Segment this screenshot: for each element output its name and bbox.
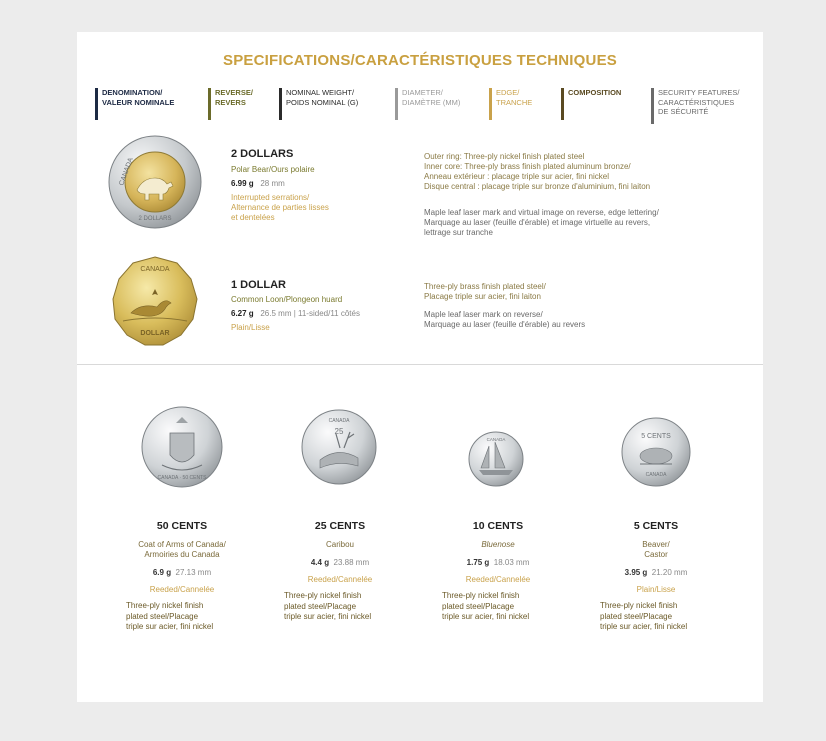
legend-label: EDGE/ TRANCHE [496, 88, 533, 107]
legend-composition [561, 88, 651, 120]
five-cents-specs [586, 520, 726, 633]
diameter-value: 23.88 mm [333, 558, 370, 567]
svg-text:2 DOLLARS: 2 DOLLARS [138, 216, 172, 222]
diameter-value: 27.13 mm [175, 568, 212, 577]
two-dollar-weight-diameter [231, 179, 285, 188]
edge: Reeded/Cannelée [465, 575, 531, 584]
twenty-five-cents-specs [270, 520, 410, 623]
legend-bar [95, 88, 98, 120]
weight-value: 6.9 g [152, 568, 172, 577]
five-cent-coin-image [620, 416, 692, 488]
two-dollar-edge: Interrupted serrations/ Alternance de parties lisses et dentelées [231, 193, 329, 222]
edge: Plain/Lisse [636, 585, 676, 594]
reverse: Caribou [325, 540, 354, 549]
legend-bar [561, 88, 564, 120]
svg-text:DOLLAR: DOLLAR [140, 330, 170, 337]
svg-text:CANADA · 50 CENTS: CANADA · 50 CENTS [157, 475, 207, 481]
edge: Reeded/Cannelée [307, 575, 373, 584]
one-dollar-composition: Three-ply brass finish plated steel/ Placage triple sur acier, fini laiton [424, 282, 546, 301]
weight-diameter [428, 558, 568, 567]
legend-edge [489, 88, 549, 120]
legend-bar [279, 88, 282, 120]
composition: Three-ply nickel finish plated steel/Placage triple sur acier, fini nickel [284, 591, 372, 621]
denomination: 25 CENTS [314, 520, 366, 532]
weight-diameter [586, 568, 726, 577]
reverse: Bluenose [481, 540, 515, 549]
denomination: 50 CENTS [156, 520, 208, 532]
svg-text:CANADA: CANADA [140, 266, 170, 273]
one-dollar-security: Maple leaf laser mark on reverse/ Marquage au laser (feuille d'érable) au revers [424, 310, 586, 329]
spec-sheet [77, 32, 763, 702]
legend-label: SECURITY FEATURES/ CARACTÉRISTIQUES DE SÉCURITÉ [658, 88, 740, 116]
legend-label: DIAMETER/ DIAMÈTRE (MM) [402, 88, 461, 107]
legend-diameter [395, 88, 485, 120]
weight-value: 6.27 g [231, 309, 254, 318]
one-dollar-edge: Plain/Lisse [231, 323, 270, 332]
weight-value: 3.95 g [624, 568, 648, 577]
fifty-cent-coin-image [140, 405, 224, 489]
legend-bar [208, 88, 211, 120]
svg-text:CANADA: CANADA [118, 156, 135, 187]
ten-cent-coin-image [467, 430, 525, 488]
two-dollar-denomination: 2 DOLLARS [231, 148, 294, 160]
svg-text:CANADA: CANADA [486, 437, 506, 442]
one-dollar-denomination: 1 DOLLAR [231, 279, 286, 291]
two-dollar-coin-image [107, 134, 203, 230]
two-dollar-security: Maple leaf laser mark and virtual image on reverse, edge lettering/ Marquage au laser (feuille d'érable) et image virtuelle au revers, lettrage sur tranche [424, 208, 659, 237]
diameter-value: 18.03 mm [493, 558, 530, 567]
diameter-value: 21.20 mm [651, 568, 688, 577]
svg-text:5 CENTS: 5 CENTS [641, 433, 671, 440]
weight-diameter [270, 558, 410, 567]
fifty-cents-specs [112, 520, 252, 633]
denomination: 10 CENTS [472, 520, 524, 532]
weight-value: 4.4 g [310, 558, 330, 567]
legend-bar [395, 88, 398, 120]
weight-value: 1.75 g [466, 558, 490, 567]
weight-diameter [112, 568, 252, 577]
legend-reverse [208, 88, 268, 120]
svg-text:CANADA: CANADA [328, 418, 350, 424]
diameter-value: 26.5 mm | 11-sided/11 côtés [260, 309, 360, 318]
section-divider [77, 364, 763, 365]
diameter-value: 28 mm [260, 179, 285, 188]
reverse: Coat of Arms of Canada/ Armoiries du Canada [138, 540, 226, 559]
composition: Three-ply nickel finish plated steel/Placage triple sur acier, fini nickel [442, 591, 530, 621]
composition: Three-ply nickel finish plated steel/Placage triple sur acier, fini nickel [126, 601, 214, 631]
two-dollar-composition: Outer ring: Three-ply nickel finish plated steel Inner core: Three-ply brass finish plated aluminum bronze/ Anneau extérieur : placage triple sur acier, fini nickel Disque central : placage triple sur bronze d'aluminium, fini laiton [424, 152, 651, 191]
legend-bar [651, 88, 654, 124]
denomination: 5 CENTS [633, 520, 679, 532]
ten-cents-specs [428, 520, 568, 623]
legend-label: REVERSE/ REVERS [215, 88, 253, 107]
legend-denomination [95, 88, 205, 120]
reverse: Beaver/ Castor [642, 540, 670, 559]
legend-label: COMPOSITION [568, 88, 622, 97]
legend-label: DENOMINATION/ VALEUR NOMINALE [102, 88, 175, 107]
svg-text:25: 25 [334, 427, 344, 436]
composition: Three-ply nickel finish plated steel/Placage triple sur acier, fini nickel [600, 601, 688, 631]
legend-bar [489, 88, 492, 120]
weight-value: 6.99 g [231, 179, 254, 188]
page-title: SPECIFICATIONS/CARACTÉRISTIQUES TECHNIQUES [223, 52, 617, 69]
legend-weight [279, 88, 389, 120]
two-dollar-reverse: Polar Bear/Ours polaire [231, 165, 315, 174]
twenty-five-cent-coin-image [300, 408, 378, 486]
one-dollar-coin-image [111, 255, 199, 347]
legend-label: NOMINAL WEIGHT/ POIDS NOMINAL (G) [286, 88, 359, 107]
legend-security [651, 88, 761, 124]
edge: Reeded/Cannelée [149, 585, 215, 594]
svg-text:CANADA: CANADA [645, 472, 667, 478]
one-dollar-reverse: Common Loon/Plongeon huard [231, 295, 343, 304]
one-dollar-weight-diameter [231, 309, 360, 318]
